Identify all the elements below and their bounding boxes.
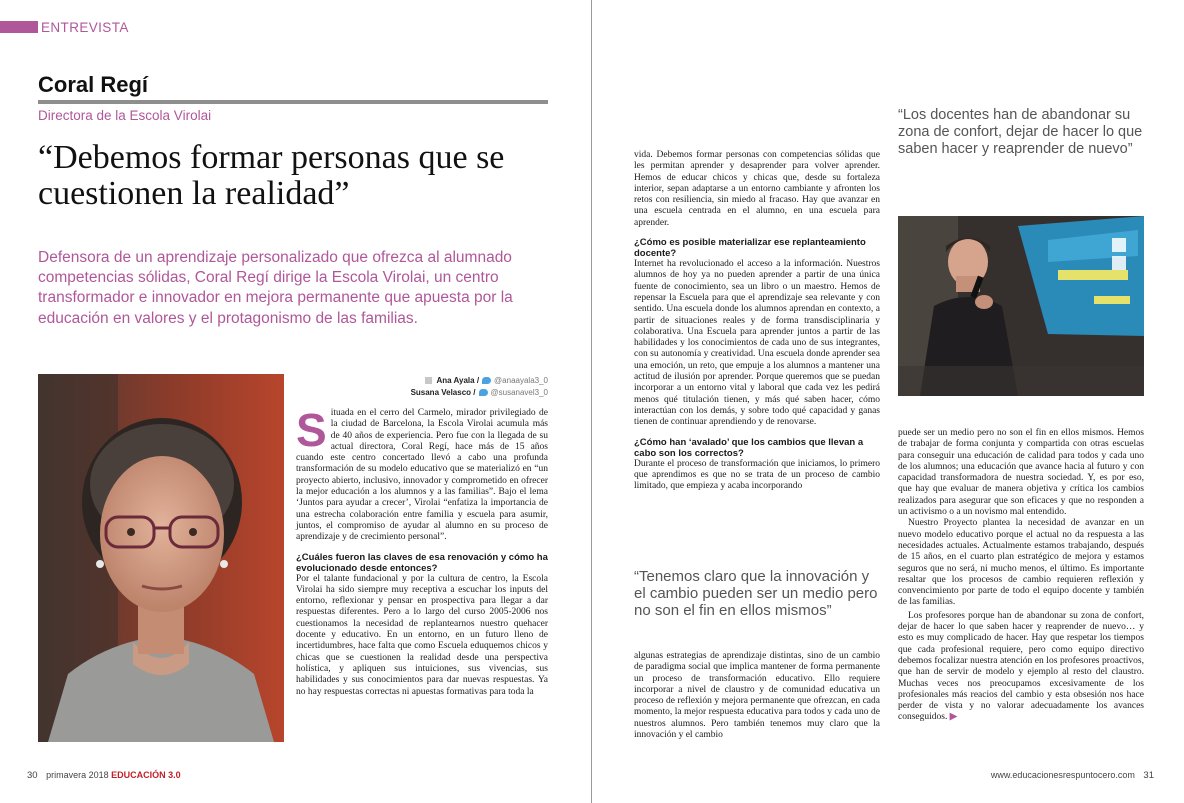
answer-3-conclusion: puede ser un medio pero no son el fin en ellos mismos. Hemos de trabajar de forma conjunta y compartida con otras escuelas para conseguir una educación de calidad para todos y cada uno de los alumnos; una educación que avance hacia al futuro y con capacidad transformadora de nuestra sociedad. Y, es por eso, que hay que evaluar de manera objetiva y crítica los cambios realizados para asegurar que son eficaces y que no responden a un activismo o a un novismo mal entendido. [898,428,1144,518]
author-handle[interactable]: @susanavel3_0 [490,388,548,397]
byline-author-1 [296,376,548,385]
twitter-icon [479,389,488,396]
dropcap: S [296,404,327,456]
question-3: ¿Cómo han ‘avalado’ que los cambios que llevan a cabo son los correctos? [634,436,864,459]
answer-1-continued: vida. Debemos formar personas con competencias sólidas que les permitan aprender y desaprender para volver aprender. Hemos de educar chicos y chicas que, desde su fortaleza interior, sepan adaptarse a un entorno cambiante y afronten los retos con resiliencia, sin miedo al fracaso. Hay que avanzar en una escuela centrada en el alumno, en una escuela para aprender. [634,150,880,228]
interviewee-role: Directora de la Escola Virolai [38,108,212,123]
question-1: ¿Cuáles fueron las claves de esa renovación y cómo ha evolucionado desde entonces? [296,551,548,574]
article-column-2-bottom [634,651,880,751]
portrait-illustration [38,374,284,742]
article-column-3 [898,428,1144,751]
page-number-right: 31 [1143,770,1154,781]
footer-right [991,770,1154,781]
speaker-illustration [898,216,1144,396]
headline: “Debemos formar personas que se cuestionen la realidad” [38,139,505,212]
page-number-left: 30 [27,770,38,781]
answer-1-paragraph: Por el talante fundacional y por la cultura de centro, la Escola Virolai ha sido siempre muy receptiva a escuchar los inputs del entorno, reflexionar y pensar en prospectiva para llegar a dar respuestas diferentes. Pero a lo largo del curso 2005-2006 nos cuestionamos la necesidad de replantearnos nuestro quehacer docente y educativo. En un entorno, en un futuro lleno de incertidumbres, hace falta que como Escuela eduquemos chicos y chicas que se cuestionen la realidad desde una perspectiva holística, y apliquen sus intuiciones, sus vivencias, sus habilidades y sus conocimientos para dar nuevas respuestas. Ya no hay respuestas correctas ni apuestas formativas para toda la [296,573,548,697]
title-rule [38,100,548,104]
project-paragraph: Nuestro Proyecto plantea la necesidad de avanzar en un nuevo modelo educativo porque el actual no da respuesta a las necesidades actuales. Actualmente estamos trabajando, después de 15 años, en el cuarto plan estratégico de mejora y estamos seguros que no será, ni mucho menos, el último. Es importante resaltar que los procesos de cambio requieren reflexión y convencimiento por parte de todo el equipo docente y también de las familias. [898,518,1144,608]
intro-paragraph: ituada en el cerro del Carmelo, mirador privilegiado de la ciudad de Barcelona, la Escola Virolai acumula más de 40 años de experiencia. Pero fue con la llegada de su actual directora, Coral Regí, hace más de 15 años cuando este centro concertado llevó a cabo una profunda transformación de su modelo educativo que se materializó en “un proyecto abierto, inclusivo, innovador y comprometido en ofrecer la mejor educación a los alumnos y a las familias”. Bajo el lema ‘Juntos para ayudar a crecer’, Virolai “enfatiza la importancia de una estrecha colaboración entre familia y escuela para asumir, juntos, el compromiso de ayudar al alumno en su proceso de aprendizaje y de crecimiento personal”. [296,408,548,543]
speaker-photo [898,216,1144,396]
answer-3-continued: algunas estrategias de aprendizaje distintas, sino de un cambio de paradigma social que implica mantener de forma permanente un proceso de transformación educativo. Ello requiere incorporar a nivel de claustro y de comunidad educativa un proceso de reflexión y mejora permanente que ofrezcan, en cada momento, la mejor respuesta educativa para todos y cada uno de nuestros alumnos. Pero también tenemos muy claro que la innovación y el cambio [634,651,880,741]
portrait-photo [38,374,284,742]
author-name: Susana Velasco / [410,388,476,397]
end-of-article-mark: ▶ [949,712,958,723]
byline-square [425,377,432,384]
page-fold [591,0,592,803]
lead-paragraph: Defensora de un aprendizaje personalizado que ofrezca al alumnado competencias sólidas, Coral Regí dirige la Escola Virolai, un centro transformador e innovador en mejora permanente que apuesta por la educación en valores y el protagonismo de las familias. [38,249,513,327]
issue-season: primavera 2018 [46,770,109,780]
pull-quote-middle: “Tenemos claro que la innovación y el cambio pueden ser un medio pero no son el fin en ellos mismos” [634,568,878,619]
section-marker-bar [0,21,38,33]
teachers-paragraph: Los profesores porque han de abandonar su zona de confort, dejar de hacer lo que saben hacer y reaprender de nuevo… y esto es muy complicado de hacer. Hay que respetar los tiempos que cada profesional requiere, pero como equipo directivo debemos focalizar nuestra atención en los profesores proactivos, que han de servir de modelo y ejemplo al resto del claustro. Muchas veces nos preocupamos excesivamente de los profesionales más reacios del cambio y esta obsesión nos hace perder de vista y no valorar adecuadamente los avances conseguidos. [898,610,1144,723]
answer-2-paragraph: Internet ha revolucionado el acceso a la información. Nuestros alumnos de hoy ya no pueden aprender a partir de una única fuente de conocimiento, sea un libro o un maestro. Hemos de repensar la Escuela para que el aprendizaje sea relevante y con sentido. Una escuela donde los alumnos aprendan en contexto, a partir de situaciones reales y de forma transdisciplinaria y colaborativa. Una Escuela para aprender juntos a partir de las habilidades y los conocimientos de cada uno de sus integrantes, con su autonomía y creatividad. Una escuela donde aprender sea una emoción, un reto, que empuje a los alumnos a mantener una actitud de ilusión por aprender. Porque queremos que se puedan incorporar a un entorno vital y laboral que cada vez les pedirá menos qué titulación tienen, y más qué saben hacer, cómo interactúan con los demás, y sobre todo qué capacidad y ganas tienen de continuar aprendiendo y de renovarse. [634,259,880,428]
twitter-icon [482,377,491,384]
magazine-url[interactable]: www.educacionesrespuntocero.com [990,770,1135,780]
article-column-2-top [634,150,880,492]
author-handle[interactable]: @anaayala3_0 [494,376,548,385]
author-name: Ana Ayala / [436,376,480,385]
magazine-name: EDUCACIÓN 3.0 [111,770,181,780]
question-2: ¿Cómo es posible materializar ese replanteamiento docente? [634,237,866,260]
section-label: ENTREVISTA [41,20,129,35]
answer-3-paragraph: Durante el proceso de transformación que iniciamos, lo primero que aprendimos es que no se trata de un proceso de cambio limitado, que empieza y acaba incorporando [634,458,880,492]
interviewee-name: Coral Regí [38,72,149,97]
pull-quote-top: “Los docentes han de abandonar su zona de confort, dejar de hacer lo que saben hacer y reaprender de nuevo” [898,107,1143,157]
article-column-1 [296,404,548,753]
footer-left [27,770,181,781]
byline-author-2 [296,388,548,397]
